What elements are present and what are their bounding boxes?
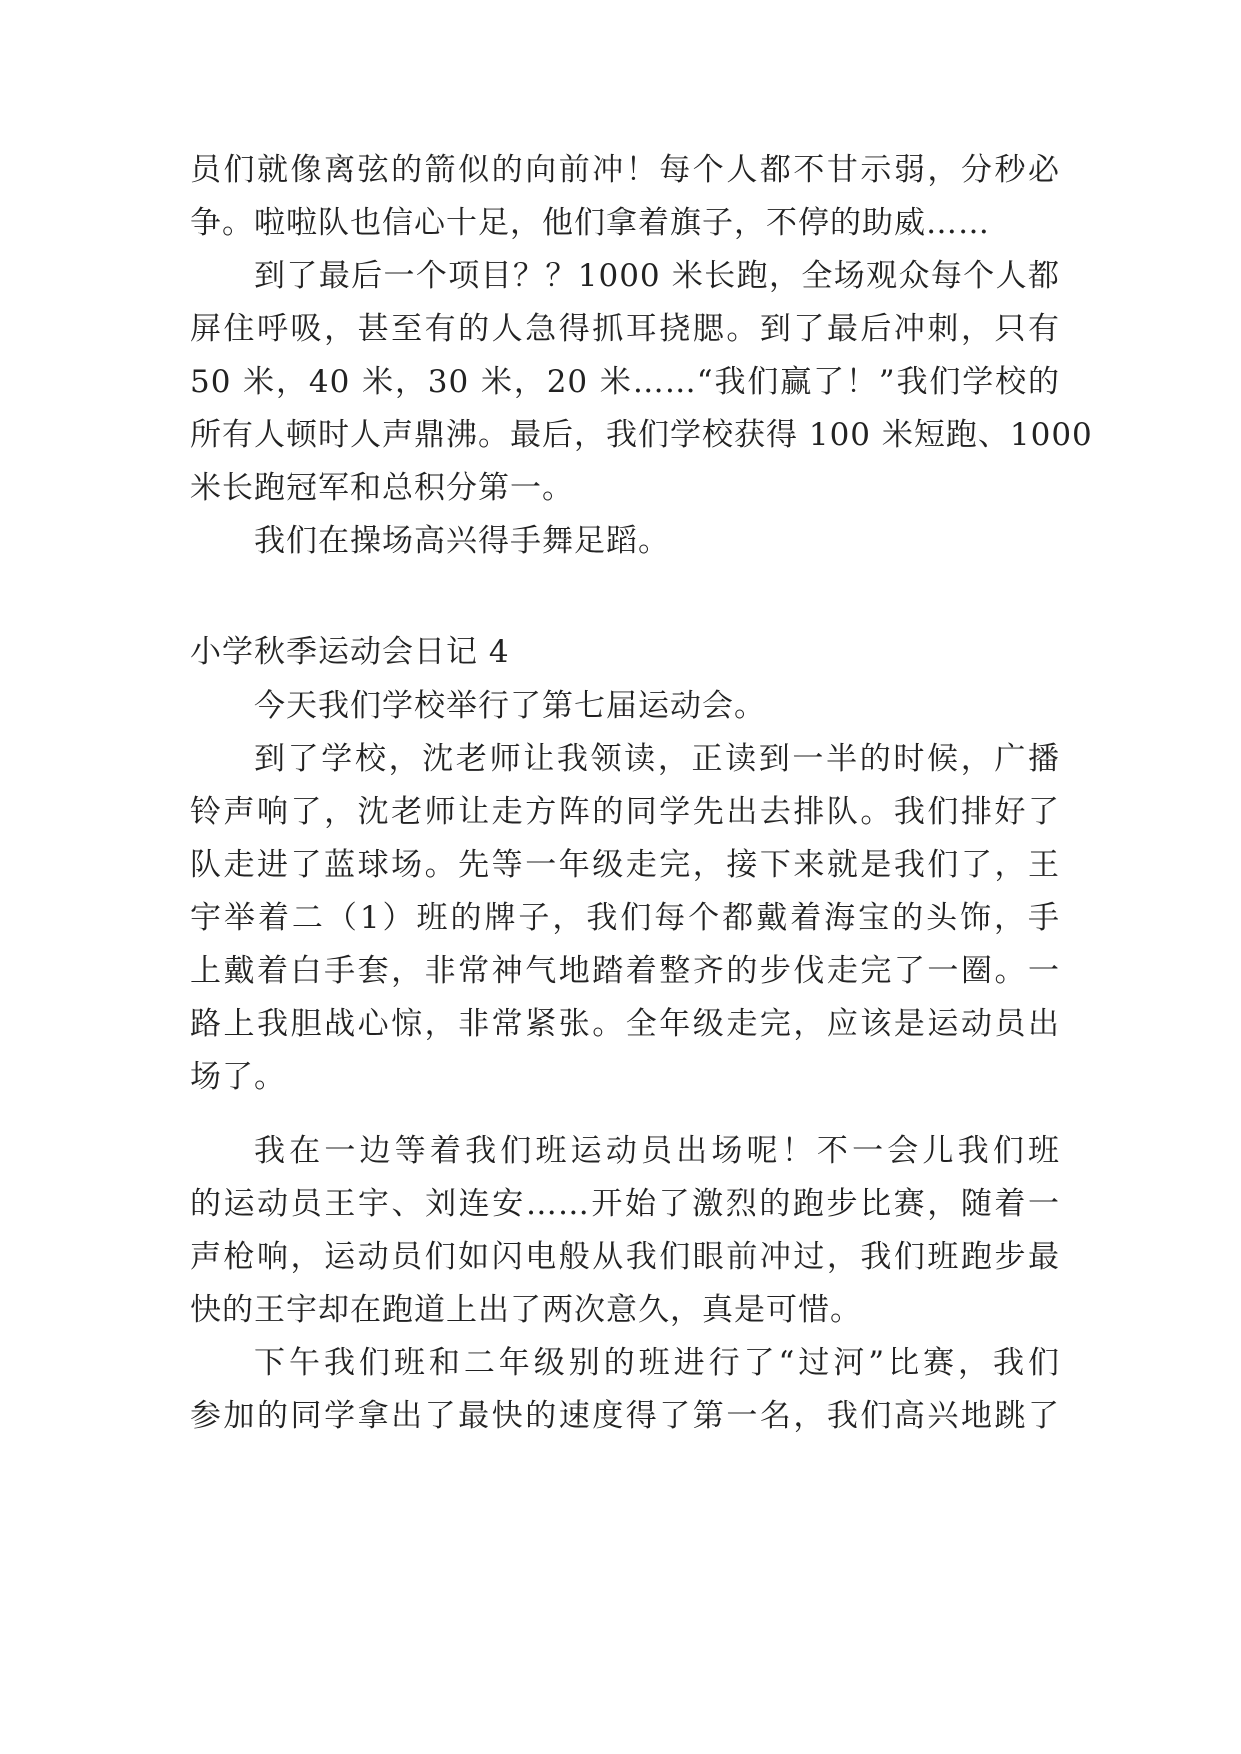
section-heading: 小学秋季运动会日记 4 [190,634,510,670]
text-line: 路上我胆战心惊，非常紧张。全年级走完，应该是运动员出 [190,1006,1060,1042]
text-line: 屏住呼吸，甚至有的人急得抓耳挠腮。到了最后冲刺，只有 [190,311,1060,347]
text-line: 铃声响了，沈老师让走方阵的同学先出去排队。我们排好了 [190,794,1060,830]
text-line: 米长跑冠军和总积分第一。 [190,470,574,506]
paragraph-start: 今天我们学校举行了第七届运动会。 [254,688,766,724]
paragraph-start: 我在一边等着我们班运动员出场呢！不一会儿我们班 [254,1133,1060,1169]
paragraph-start: 下午我们班和二年级别的班进行了“过河”比赛，我们 [254,1345,1060,1381]
text-line: 所有人顿时人声鼎沸。最后，我们学校获得 100 米短跑、1000 [190,417,1093,453]
text-line: 上戴着白手套，非常神气地踏着整齐的步伐走完了一圈。一 [190,953,1060,989]
text-line: 50 米，40 米，30 米，20 米……“我们赢了！”我们学校的 [190,364,1060,400]
text-line: 场了。 [190,1059,286,1095]
text-line: 宇举着二（1）班的牌子，我们每个都戴着海宝的头饰，手 [190,900,1060,936]
text-line: 员们就像离弦的箭似的向前冲！每个人都不甘示弱，分秒必 [190,152,1060,188]
paragraph-start: 我们在操场高兴得手舞足蹈。 [254,523,670,559]
text-line: 快的王宇却在跑道上出了两次意久，真是可惜。 [190,1292,862,1328]
paragraph-start: 到了学校，沈老师让我领读，正读到一半的时候，广播 [254,741,1060,777]
text-line: 的运动员王宇、刘连安……开始了激烈的跑步比赛，随着一 [190,1186,1060,1222]
text-line: 争。啦啦队也信心十足，他们拿着旗子，不停的助威…… [190,205,990,241]
text-line: 队走进了蓝球场。先等一年级走完，接下来就是我们了，王 [190,847,1060,883]
paragraph-start: 到了最后一个项目？？1000 米长跑，全场观众每个人都 [254,258,1060,294]
text-line: 参加的同学拿出了最快的速度得了第一名，我们高兴地跳了 [190,1398,1060,1434]
text-line: 声枪响，运动员们如闪电般从我们眼前冲过，我们班跑步最 [190,1239,1060,1275]
